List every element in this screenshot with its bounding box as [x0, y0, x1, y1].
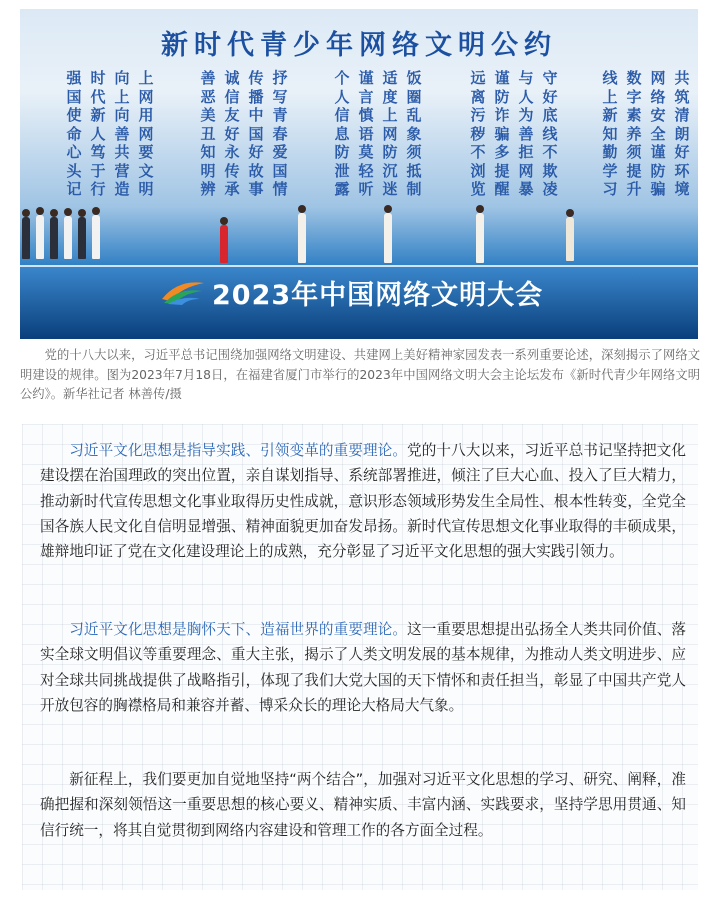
paragraph-1-body: 党的十八大以来，习近平总书记坚持把文化建设摆在治国理政的突出位置，亲自谋划指导、系统部署推进，倾注了巨大心血、投入了巨大精力，推动新时代宣传思想文化事业取得历史性成就，意识形态领域形势发生全局性、根本性转变，全党全国各族人民文化自信明显增强、精神面貌更加奋发昂扬。新时代宣传思想文化事业取得的丰硕成果，雄辩地印证了党在文化建设理论上的成熟，充分彰显了习近平文化思想的强大实践引领力。: [40, 442, 686, 561]
conference-emblem-icon: [160, 277, 206, 305]
poem-column: 与人为善拒网暴: [518, 69, 534, 198]
banner-title: 新时代青少年网络文明公约: [161, 30, 557, 61]
stage-text: 2023年中国网络文明大会: [212, 280, 544, 311]
poem-column: 谨言慎语莫轻听: [358, 69, 374, 198]
news-photo: [20, 9, 698, 339]
poem-column: 远离污秽不浏览: [470, 69, 486, 198]
poem-column: 善恶美丑知明辨: [200, 69, 216, 198]
poem-column: 向上向善共营造: [114, 69, 130, 198]
paragraph-2-body: 这一重要思想提出弘扬全人类共同价值、落实全球文明倡议等重要理念、重大主张，揭示了人类文明发展的基本规律，为推动人类文明进步、应对全球共同挑战提供了战略指引，体现了我们大党大国的天下情怀和责任担当，彰显了中国共产党人开放包容的胸襟格局和兼容并蓄、博采众长的理论大格局大气象。: [40, 621, 686, 714]
poem-column: 守好底线不欺凌: [542, 69, 558, 198]
poem-column: 时代新人笃于行: [90, 69, 106, 198]
conference-logo: [160, 271, 698, 311]
poem-column: 上网用网要文明: [138, 69, 154, 198]
poem-column: 强国使命心头记: [66, 69, 82, 198]
poem-column: 传播中国好故事: [248, 69, 264, 198]
poem-column: 抒写青春爱国情: [272, 69, 288, 198]
poem-column: 共筑清朗好环境: [674, 69, 690, 198]
paragraph-2: [40, 617, 686, 718]
poem-column: 数字素养须提升: [626, 69, 642, 198]
paragraph-3: 新征程上，我们要更加自觉地坚持“两个结合”，加强对习近平文化思想的学习、研究、阐释，准确把握和深刻领悟这一重要思想的核心要义、精神实质、丰富内涵、实践要求，坚持学思用贯通、知信行统一，将其自觉贯彻到网络内容建设和管理工作的各方面全过程。: [40, 771, 686, 839]
poem-column: 诚信友好永传承: [224, 69, 240, 198]
poem-column: 谨防诈骗多提醒: [494, 69, 510, 198]
paragraph-2-lead: 习近平文化思想是胸怀天下、造福世界的重要理论。: [69, 621, 408, 638]
paragraph-1: [40, 438, 686, 564]
paragraph-1-lead: 习近平文化思想是指导实践、引领变革的重要理论。: [69, 442, 408, 459]
poem-column: 饭圈乱象须抵制: [406, 69, 422, 198]
poem-column: 个人信息防泄露: [334, 69, 350, 198]
poem-column: 线上新知勤学习: [602, 69, 618, 198]
poem-column: 适度上网防沉迷: [382, 69, 398, 198]
article-body: [22, 424, 698, 890]
poem-column: 网络安全谨防骗: [650, 69, 666, 198]
photo-caption: 党的十八大以来，习近平总书记围绕加强网络文明建设、共建网上美好精神家园发表一系列重要论述，深刻揭示了网络文明建设的规律。图为2023年7月18日，在福建省厦门市举行的2023年中国网络文明大会主论坛发布《新时代青少年网络文明公约》。新华社记者 林善传/摄: [20, 348, 700, 401]
